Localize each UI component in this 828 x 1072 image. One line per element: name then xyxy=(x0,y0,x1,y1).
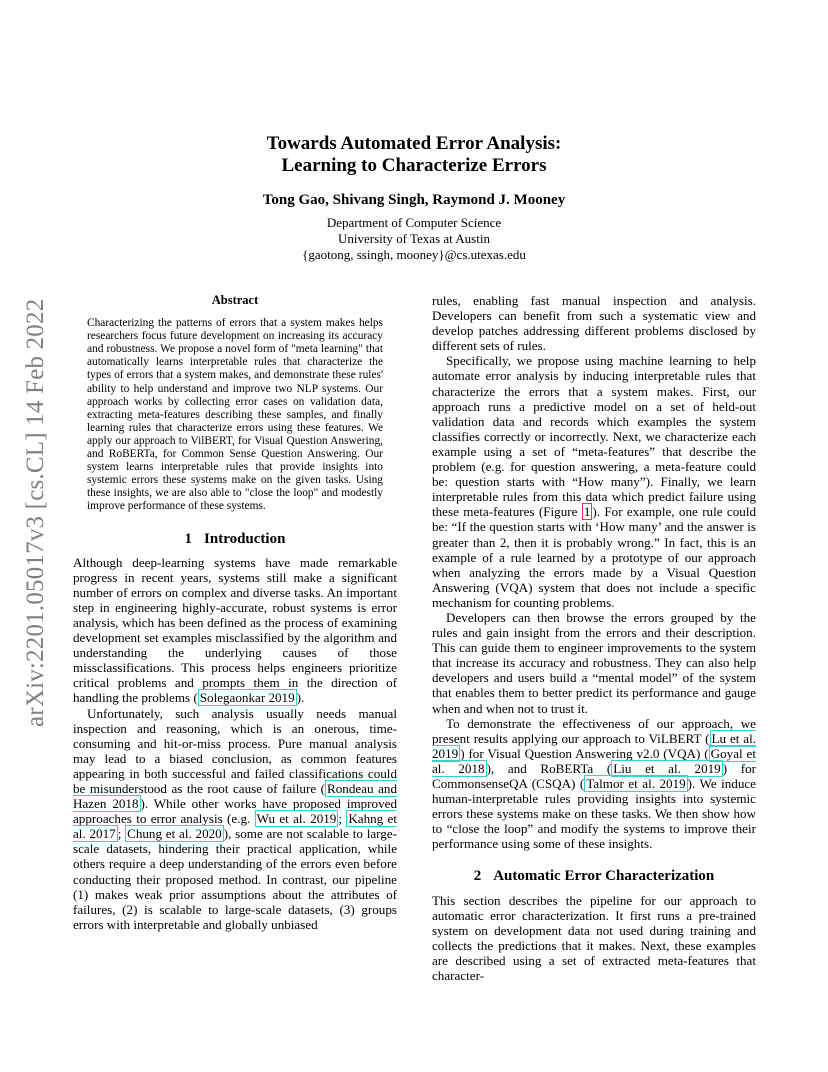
citation-link[interactable]: Wu et al. 2019 xyxy=(256,811,337,827)
paper-title xyxy=(0,133,828,177)
citation-link[interactable]: Solegaonkar 2019 xyxy=(199,690,295,706)
author-list: Tong Gao, Shivang Singh, Raymond J. Mooney xyxy=(262,192,566,208)
section-heading-introduction xyxy=(73,532,397,547)
figure-reference-link[interactable]: 1 xyxy=(583,504,591,520)
citation-link[interactable]: Liu et al. 2019 xyxy=(613,760,721,776)
abstract-heading: Abstract xyxy=(211,293,259,307)
title-block xyxy=(0,133,828,263)
citation-link[interactable]: Kahng et al. 2017 xyxy=(73,811,397,842)
section-title: Introduction xyxy=(204,530,286,547)
paragraph-approach: Specifically, we propose using machine learning to help automate error analysis by inducing interpretable rules that characterize the errors that a system makes. First, our approach runs a predictive model on a set of held-out validation data and records which examples the system classifies correctly or incorrectly. Next, we characterize each example using a set of “meta-features” that describe the problem (e.g. for question answering, a meta-feature could be: question starts with “How many”). Finally, we learn interpretable rules from this data which predict failure using these meta-features (Figure 1 ). For example, one rule could be: “If the question starts with ‘How many’ and the answer is greater than 2, then it is probably wrong.” In fact, this is an example of a rule learned by a prototype of our approach when analyzing the errors made by a Visual Question Answering (VQA) system that does not include a specific mechanism for counting problems. xyxy=(432,353,757,610)
affiliation-emails: {gaotong, ssingh, mooney}@cs.utexas.edu xyxy=(302,247,526,262)
intro-paragraph-2: Unfortunately, such analysis usually needs manual inspection and reasoning, which is an onerous, time-consuming and hit-or-miss process. Pure manual analysis may lead to a biased conclusion, as common features appearing in both successful and failed classifications could be misunderstood as the root cause of failure ( Rondeau and Hazen 2018 ). While other works have proposed improved approaches to error analysis (e.g. Wu et al. 2019 ; Kahng et al. 2017 ; Chung et al. 2020 ), some are not scalable to large-scale datasets, hindering their practical application, while others require a deep understanding of the errors even before conducting their proposed method. In contrast, our pipeline (1) makes weak prior assumptions about the attributes of failures, (2) is scalable to large-scale datasets, (3) groups errors with interpretable and globally unbiased xyxy=(73,705,397,932)
citation-link[interactable]: Chung et al. 2020 xyxy=(127,826,222,842)
paragraph-continuation: rules, enabling fast manual inspection and analysis. Developers can benefit from such a systematic view and develop patches addressing different problems disclosed by different sets of rules. xyxy=(432,293,756,354)
paragraph-results: To demonstrate the effectiveness of our approach, we present results applying our approach to ViLBERT ( Lu et al. 2019 ) for Visual Question Answering v2.0 (VQA) ( Goyal et al. 2018 ), and RoBERTa ( Liu et al. 2019 ) for CommonsenseQA (CSQA) ( Talmor et al. 2019 ). We induce human-interpretable rules providing insights into systemic errors these systems make on these tasks. We then show how to “close the loop” and modify the systems to improve their performance using some of these insights. xyxy=(432,715,757,852)
affiliation-university: University of Texas at Austin xyxy=(338,231,490,246)
section-number: 2 xyxy=(473,868,482,885)
title-line-2: Learning to Characterize Errors xyxy=(281,155,547,176)
intro-paragraph-1: Although deep-learning systems have made remarkable progress in recent years, systems still make a significant number of errors on complex and diverse tasks. An important step in engineering highly-accurate, robust systems is error analysis, which has been defined as the process of examining development set examples misclassified by the algorithm and understanding the underlying causes of those missclassifications. This process helps engineers prioritize critical problems and prompts them in the direction of handling the problems ( Solegaonkar 2019 ). xyxy=(73,554,397,706)
affiliation-department: Department of Computer Science xyxy=(326,215,502,230)
citation-link[interactable]: Rondeau and Hazen 2018 xyxy=(73,781,397,812)
section-number: 1 xyxy=(184,530,193,547)
abstract-body: Characterizing the patterns of errors that a system makes helps researchers focus future development on increasing its accuracy and robustness. We propose a novel form of "meta learning" that automatically learns interpretable rules that characterize the types of errors that a system makes, and demonstrate these rules' ability to help understand and improve two NLP systems. Our approach works by collecting error cases on validation data, extracting meta-features describing these samples, and finally learning rules that characterize errors using these features. We apply our approach to VilBERT, for Visual Question Answering, and RoBERTa, for Common Sense Question Answering. Our system learns interpretable rules that provide insights into systemic errors these systems make on the given tasks. Using these insights, we are also able to "close the loop" and modestly improve performance of these systems. xyxy=(87,317,383,513)
section-heading-automatic-error-characterization xyxy=(432,869,756,884)
title-line-1: Towards Automated Error Analysis: xyxy=(266,133,562,154)
section-2-paragraph: This section describes the pipeline for our approach to automatic error characterization. It first runs a pre-trained system on development data not used during training and collects the predictions that it makes. Next, these examples are described using a set of extracted meta-features that character- xyxy=(432,892,756,984)
affiliation xyxy=(0,215,828,263)
section-title: Automatic Error Characterization xyxy=(493,868,715,885)
citation-link[interactable]: Lu et al. 2019 xyxy=(432,730,757,761)
left-column xyxy=(73,293,397,932)
paragraph-developers: Developers can then browse the errors grouped by the rules and gain insight from the errors and their description. This can guide them to engineer improvements to the system that increase its accuracy and robustness. They can also help developers and users build a “mental model” of the system that enables them to better predict its performance and gauge when and when not to trust it. xyxy=(432,609,756,716)
citation-link[interactable]: Talmor et al. 2019 xyxy=(586,776,686,791)
arxiv-identifier-stamp: arXiv:2201.05017v3 [cs.CL] 14 Feb 2022 xyxy=(22,298,49,727)
citation-link[interactable]: Goyal et al. 2018 xyxy=(432,745,756,776)
right-column xyxy=(432,293,756,983)
